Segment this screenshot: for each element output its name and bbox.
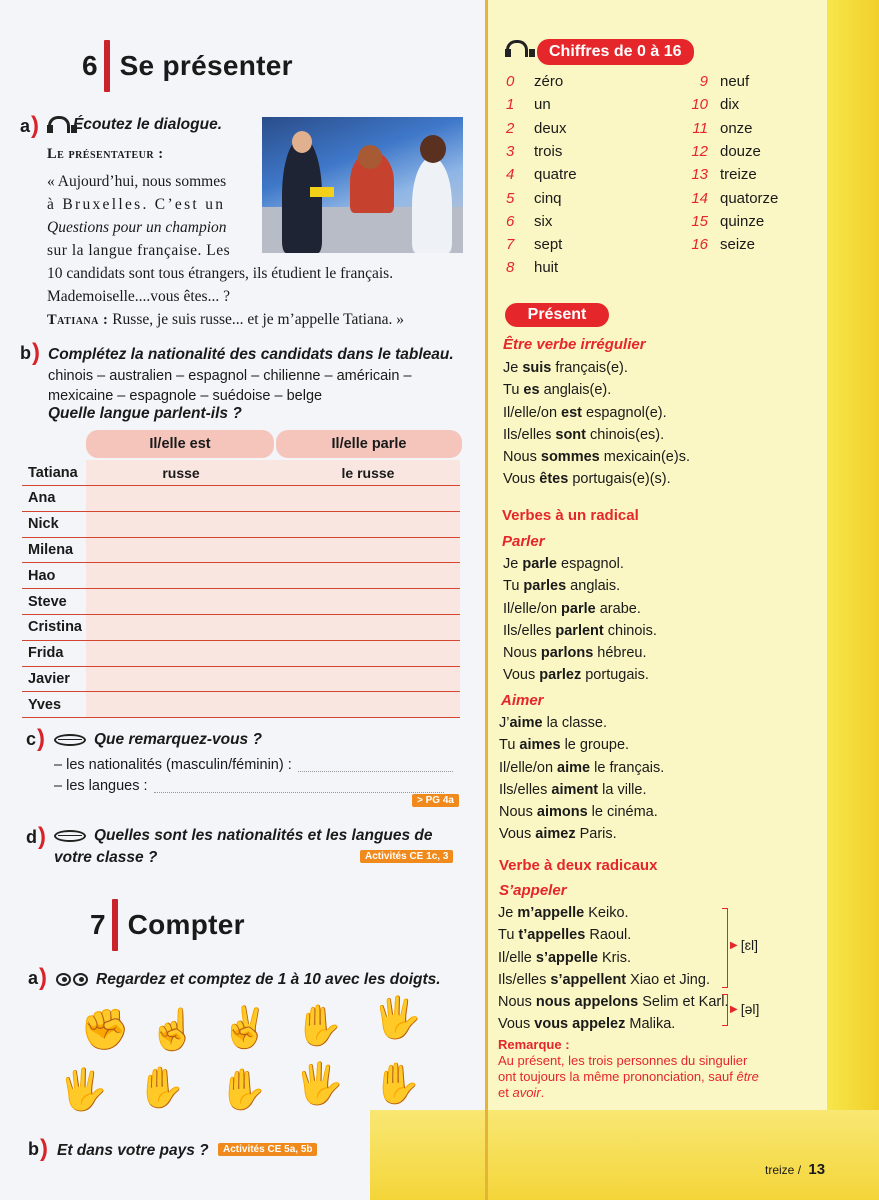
candidate-name: Nick [28, 516, 59, 533]
number-row [506, 96, 551, 113]
page-edge-decoration [827, 0, 879, 1200]
page-fold [485, 0, 488, 1200]
number-digit: 13 [691, 166, 708, 184]
conjugation-line [498, 1013, 728, 1035]
etre-conjugation [503, 357, 690, 491]
number-digit: 11 [692, 119, 708, 137]
complement: Raoul. [585, 927, 632, 944]
conjugation-line [503, 553, 657, 575]
table-row [22, 512, 460, 538]
arrow-right-icon: ▶ [730, 1003, 738, 1015]
hand-counting-icon: ☝ [148, 1008, 198, 1052]
number-word: quinze [720, 212, 765, 230]
pronoun: Vous [503, 471, 540, 488]
number-row [672, 166, 757, 183]
remark-text: ont toujours la même prononciation, sauf [498, 1069, 737, 1084]
complement: anglais(e). [539, 382, 612, 399]
conjugation-line [503, 446, 690, 468]
arrow-right-icon: ▶ [730, 939, 738, 951]
conjugation-line [498, 924, 728, 946]
ipa-text: [ɛl] [740, 937, 759, 953]
section-bar [104, 40, 110, 92]
number-digit: 6 [506, 212, 515, 230]
pronoun: Ils/elles [499, 781, 552, 798]
section-number: 7 [90, 909, 106, 940]
conjugation-line [498, 969, 728, 991]
page-footer [765, 1161, 825, 1178]
page-separator: / [797, 1163, 802, 1177]
number-word: six [534, 212, 553, 230]
photo-young-man [412, 157, 452, 253]
pronoun: Vous [499, 826, 536, 843]
complement: mexicain(e)s. [599, 449, 690, 466]
complement: Selim et Karl. [638, 994, 729, 1011]
page-number: 13 [808, 1161, 826, 1178]
pronoun: Tu [503, 578, 524, 595]
candidate-name: Hao [28, 567, 56, 584]
pronoun: Vous [503, 667, 540, 684]
paren: ) [31, 112, 40, 139]
conjugation-line [503, 598, 657, 620]
remark-italic: avoir [512, 1085, 541, 1100]
complement: espagnol(e). [582, 404, 667, 421]
complement: chinois. [603, 622, 657, 639]
number-word: neuf [720, 73, 750, 90]
conjugation-line [503, 664, 657, 686]
remark-box [498, 1037, 759, 1101]
ipa-text: [əl] [740, 1001, 760, 1017]
table-row [22, 537, 460, 563]
verb-form: êtes [539, 471, 569, 488]
word-list-line: chinois – australien – espagnol – chilienne – américain – [48, 368, 412, 384]
dialogue-line: Questions pour un champion [47, 219, 227, 236]
pronoun: Tu [498, 927, 519, 944]
hand-counting-icon: ✊ [80, 1008, 130, 1052]
pronoun: Il/elle/on [499, 759, 558, 776]
paren: ) [37, 725, 46, 752]
conjugation-line [503, 424, 690, 446]
number-digit: 3 [506, 142, 515, 160]
headphones-icon [47, 116, 67, 134]
question-7a-instruction [56, 971, 441, 989]
complement: anglais. [566, 578, 621, 595]
complement: la classe. [542, 715, 608, 731]
question-c-lines [54, 755, 453, 797]
verb-form: s’appelle [535, 949, 598, 966]
complement: français(e). [551, 360, 628, 376]
number-row [672, 190, 778, 207]
hand-counting-icon: 🖐 [372, 996, 422, 1040]
question-d-instruction [54, 827, 433, 845]
number-row [672, 213, 764, 230]
complement: Keiko. [584, 905, 629, 921]
candidate-name: Frida [28, 645, 64, 662]
activity-badge: Activités CE 1c, 3 [360, 850, 453, 863]
pronoun: J’ [499, 715, 510, 731]
number-word: trois [534, 142, 563, 160]
number-row [672, 236, 755, 253]
photo-face [292, 131, 312, 153]
tv-show-photo [262, 117, 463, 253]
paren: ) [40, 1135, 48, 1162]
complement: arabe. [595, 600, 641, 617]
number-digit: 15 [691, 212, 708, 230]
parler-conjugation [503, 553, 657, 687]
number-row [672, 96, 739, 113]
conjugation-line [498, 991, 728, 1013]
complement: Malika. [625, 1016, 676, 1033]
verb-form: parlez [539, 667, 582, 684]
number-digit: 8 [506, 259, 515, 277]
question-letter: b [28, 1138, 39, 1159]
question-c-instruction [54, 731, 262, 749]
pronoun: Ils/elles [503, 426, 556, 443]
hand-counting-icon: ✋ [294, 1004, 344, 1048]
verb-form: vous appelez [534, 1016, 626, 1033]
question-letter: c [26, 728, 37, 749]
conjugation-line [503, 620, 657, 642]
dialogue-line: sur la langue française. Les [47, 242, 231, 259]
hand-counting-icon: ✋ [136, 1066, 186, 1110]
number-word: cinq [534, 189, 562, 207]
number-row [672, 120, 753, 137]
lips-icon [54, 830, 86, 842]
number-word: sept [534, 236, 563, 254]
table-row [22, 486, 460, 512]
dialogue-line: 10 candidats sont tous étrangers, ils étudient le français. [47, 265, 394, 282]
number-digit: 4 [506, 166, 515, 184]
number-row [672, 73, 749, 90]
answer-line [54, 776, 453, 797]
answer-label: – les langues : [54, 778, 148, 794]
reply-text: Russe, je suis russe... et je m’appelle Tatiana. » [112, 311, 404, 328]
conjugation-line [503, 642, 657, 664]
number-digit: 9 [699, 73, 708, 90]
verb-form: aimes [519, 737, 561, 754]
grammar-reference-badge: > PG 4a [412, 794, 459, 807]
remark-italic: être [736, 1069, 759, 1084]
conjugation-line [503, 357, 690, 379]
counting-hands-illustration [50, 990, 445, 1130]
speaker-tatiana: Tatiana : [47, 312, 109, 328]
section-heading: Se présenter [119, 50, 293, 81]
dialogue-reply-line [47, 308, 404, 332]
conjugation-line [499, 823, 664, 845]
pronoun: Ils/elles [498, 971, 551, 988]
complement: hébreu. [593, 645, 647, 662]
verb-form: parlent [555, 622, 604, 639]
pronoun: Nous [499, 804, 537, 821]
answer-blank[interactable] [298, 771, 453, 772]
complement: la ville. [598, 781, 647, 798]
number-digit: 7 [506, 236, 515, 254]
conjugation-line [499, 757, 664, 779]
dialogue-line: Mademoiselle....vous êtes... ? [47, 288, 230, 305]
number-word: quatorze [720, 189, 779, 207]
verb-form: s’appellent [550, 971, 627, 988]
verb-form: sont [555, 426, 586, 443]
section-bar [112, 899, 118, 951]
present-pill: Présent [505, 303, 609, 327]
table-row [22, 589, 460, 615]
number-row [506, 166, 577, 183]
number-word: un [534, 96, 551, 114]
parler-heading: Parler [502, 533, 545, 550]
verb-form: est [561, 404, 583, 421]
number-row [506, 213, 552, 230]
conjugation-line [498, 902, 728, 924]
verb-form: aiment [551, 781, 599, 798]
section-6-title [82, 40, 293, 92]
candidate-name: Javier [28, 670, 70, 687]
nationality-cell[interactable]: russe [162, 464, 200, 481]
question-a-label [20, 114, 39, 138]
pronoun: Je [498, 905, 518, 921]
instruction-text: Regardez et comptez de 1 à 10 avec les doigts. [96, 971, 441, 988]
remark-text: et [498, 1085, 513, 1100]
section-heading: Compter [127, 909, 245, 940]
activity-badge: Activités CE 5a, 5b [218, 1143, 317, 1156]
paren: ) [32, 339, 40, 366]
complement: portugais. [581, 667, 649, 684]
photo-card [310, 187, 334, 197]
number-word: zéro [534, 73, 564, 90]
number-word: dix [720, 96, 740, 114]
etre-heading: Être verbe irrégulier [503, 336, 646, 353]
headphones-icon [505, 40, 531, 64]
question-b-subquestion: Quelle langue parlent-ils ? [48, 405, 242, 422]
question-b-instruction: Complétez la nationalité des candidats dans le tableau. [48, 346, 454, 363]
verb-form: parle [522, 556, 558, 572]
question-d-instruction-cont: votre classe ? [54, 849, 158, 866]
hand-counting-icon: ✋ [218, 1068, 268, 1112]
verb-form: es [523, 382, 540, 399]
verb-form: parlons [540, 645, 594, 662]
hand-counting-icon: 🖐 [294, 1062, 344, 1106]
verb-form: parle [561, 600, 596, 617]
hand-counting-icon: 🖐 [58, 1068, 108, 1112]
conjugation-line [503, 402, 690, 424]
dialogue-line: à Bruxelles. C’est un [47, 196, 226, 213]
table-row [22, 460, 460, 486]
question-a-instruction [47, 116, 222, 134]
table-row [22, 563, 460, 589]
pronoun: Tu [499, 737, 520, 754]
answer-blank[interactable] [154, 792, 444, 793]
number-row [506, 190, 562, 207]
language-cell[interactable]: le russe [341, 464, 395, 481]
pronoun: Nous [503, 645, 541, 662]
number-digit: 14 [691, 189, 708, 207]
number-digit: 2 [506, 119, 515, 137]
conjugation-line [499, 779, 664, 801]
remark-line: Au présent, les trois personnes du singulier [498, 1053, 748, 1068]
complement: chinois(es). [586, 426, 665, 443]
header-est: Il/elle est [86, 430, 274, 458]
pronoun: Il/elle/on [503, 404, 562, 421]
complement: portugais(e)(s). [568, 471, 671, 488]
number-row [506, 120, 567, 137]
question-7a-label [28, 966, 47, 990]
numbers-header [505, 39, 694, 65]
photo-face [358, 145, 382, 169]
table-row [22, 692, 460, 718]
conjugation-line [498, 947, 728, 969]
number-digit: 16 [691, 236, 708, 254]
word-list-line: mexicaine – espagnole – suédoise – belge [48, 387, 323, 404]
section-number: 6 [82, 50, 98, 81]
conjugation-line [499, 801, 664, 823]
number-word: huit [534, 259, 559, 277]
candidate-name: Yves [28, 696, 62, 713]
candidate-name: Ana [28, 490, 56, 507]
candidate-name: Milena [28, 541, 74, 558]
aimer-conjugation [499, 712, 664, 846]
number-word: seize [720, 236, 756, 254]
candidate-name: Cristina [28, 619, 82, 636]
number-row [506, 236, 562, 253]
pronunciation-el2 [730, 1001, 759, 1017]
bottom-decoration [370, 1110, 879, 1200]
pronoun: Je [503, 360, 523, 376]
complement: le cinéma. [587, 804, 658, 821]
hand-counting-icon: ✌ [220, 1006, 270, 1050]
pronoun: Tu [503, 382, 524, 399]
conjugation-line [503, 379, 690, 401]
conjugation-line [499, 734, 664, 756]
un-radical-heading: Verbes à un radical [502, 507, 639, 524]
remark-line [498, 1085, 759, 1101]
hand-counting-icon: ✋ [372, 1062, 422, 1106]
pronoun: Vous [498, 1016, 535, 1033]
complement: Paris. [575, 826, 617, 843]
brace-el2 [722, 994, 728, 1026]
conjugation-line [503, 575, 657, 597]
instruction-text: Quelles sont les nationalités et les langues de [94, 827, 433, 844]
instruction-text: Écoutez le dialogue. [73, 116, 222, 133]
complement: Xiao et Jing. [626, 971, 710, 988]
pronoun: Ils/elles [503, 622, 556, 639]
conjugation-line [499, 712, 664, 734]
remark-text: . [540, 1085, 545, 1100]
number-row [506, 259, 558, 276]
number-row [506, 73, 563, 90]
verb-form: aime [509, 715, 543, 731]
number-row [672, 143, 761, 160]
table-row [22, 641, 460, 667]
conjugation-line [503, 468, 690, 490]
question-d-label [26, 825, 46, 849]
complement: Kris. [597, 949, 631, 966]
remark-heading: Remarque : [498, 1037, 570, 1052]
complement: espagnol. [557, 556, 624, 572]
question-7b-label [28, 1137, 48, 1161]
answer-line [54, 755, 453, 776]
number-digit: 0 [506, 73, 515, 90]
verb-form: aimez [535, 826, 576, 843]
number-digit: 5 [506, 189, 515, 207]
verb-form: aimons [536, 804, 588, 821]
complement: le français. [590, 759, 665, 776]
remark-line [498, 1069, 759, 1085]
sappeler-conjugation [498, 902, 728, 1036]
number-word: deux [534, 119, 567, 137]
speaker-presenter: Le présentateur : [47, 146, 164, 162]
question-b-label [20, 341, 40, 365]
pronoun: Nous [503, 449, 541, 466]
verb-form: parles [523, 578, 567, 595]
number-digit: 1 [506, 96, 515, 114]
photo-face [420, 135, 446, 163]
table-row [22, 666, 460, 692]
question-letter: b [20, 342, 31, 363]
dialogue-line: « Aujourd’hui, nous sommes [47, 173, 227, 190]
instruction-text: Que remarquez-vous ? [94, 731, 262, 748]
table-row [22, 615, 460, 641]
word-list [48, 367, 412, 406]
numbers-pill: Chiffres de 0 à 16 [537, 39, 694, 65]
brace-el [722, 908, 728, 988]
question-letter: a [28, 967, 39, 988]
page-word: treize [765, 1163, 795, 1177]
verb-form: m’appelle [517, 905, 585, 921]
verb-form: aime [557, 759, 591, 776]
verb-form: sommes [540, 449, 600, 466]
number-digit: 10 [691, 96, 708, 114]
candidate-name: Tatiana [28, 464, 78, 481]
answer-label: – les nationalités (masculin/féminin) : [54, 757, 292, 773]
lips-icon [54, 734, 86, 746]
number-digit: 12 [691, 142, 708, 160]
question-c-label [26, 727, 45, 751]
pronoun: Nous [498, 994, 536, 1011]
aimer-heading: Aimer [501, 692, 544, 709]
verb-form: suis [522, 360, 552, 376]
paren: ) [39, 964, 48, 991]
section-7-title [90, 899, 245, 951]
number-word: quatre [534, 166, 577, 184]
pronoun: Il/elle [498, 949, 536, 966]
question-7b-instruction: Et dans votre pays ? [57, 1142, 209, 1159]
number-word: douze [720, 142, 761, 160]
pronoun: Je [503, 556, 523, 572]
number-row [506, 143, 562, 160]
question-letter: d [26, 826, 37, 847]
table-header [86, 430, 462, 458]
candidate-name: Steve [28, 593, 67, 610]
header-parle: Il/elle parle [276, 430, 462, 458]
verb-form: nous appelons [535, 994, 639, 1011]
eyes-icon [56, 973, 90, 987]
deux-radicaux-heading: Verbe à deux radicaux [499, 857, 658, 874]
sappeler-heading: S’appeler [499, 882, 567, 899]
pronoun: Il/elle/on [503, 600, 562, 617]
complement: le groupe. [560, 737, 630, 754]
paren: ) [38, 823, 46, 850]
number-word: onze [720, 119, 753, 137]
question-letter: a [20, 115, 31, 136]
number-word: treize [720, 166, 757, 184]
pronunciation-el [730, 937, 758, 953]
verb-form: t’appelles [518, 927, 586, 944]
